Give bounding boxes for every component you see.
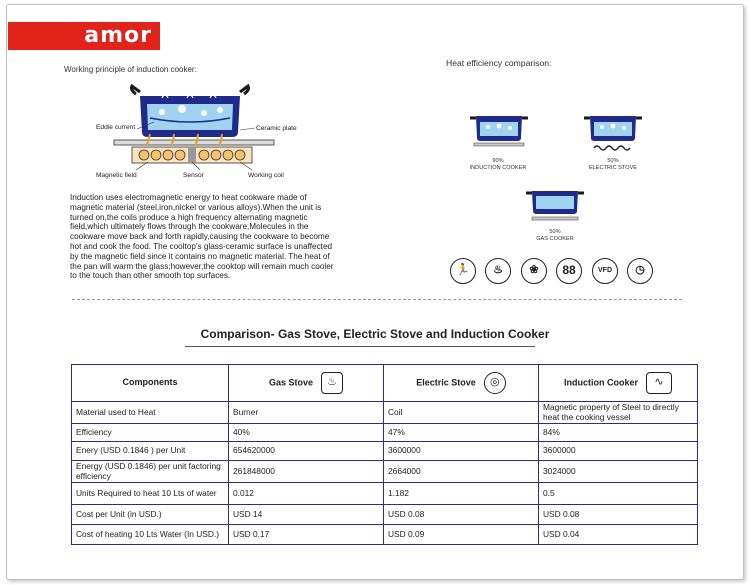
gas-cooker-pot-illustration (522, 185, 588, 231)
leaf-icon: ❀ (521, 258, 547, 284)
electric-efficiency-pct: 50% (607, 158, 619, 164)
component-cell: Units Required to heat 10 Lts of water (72, 483, 229, 505)
gas-stove-cell: Burner (229, 402, 384, 424)
table-row (72, 525, 698, 545)
sensor-label: Sensor (183, 172, 204, 179)
induction-cooker-cell: 84% (539, 424, 698, 442)
comparison-table-body (72, 402, 698, 545)
gas-stove-cell: 261848000 (229, 461, 384, 483)
electric-stove-cell: 47% (384, 424, 539, 442)
induction-diagram (92, 82, 322, 182)
table-row (72, 483, 698, 505)
gas-stove-cell: USD 14 (229, 505, 384, 525)
table-row (72, 461, 698, 483)
induction-cooker-cell: 3600000 (539, 442, 698, 461)
table-row (72, 402, 698, 424)
induction-efficiency-pct: 90% (492, 158, 504, 164)
induction-efficiency-name: INDUCTION COOKER (469, 164, 527, 171)
induction-pot-illustration (466, 110, 532, 160)
gas-stove-cell: USD 0.17 (229, 525, 384, 545)
brand-banner (8, 22, 160, 50)
induction-cooker-cell: 3024000 (539, 461, 698, 483)
gas-stove-cell: 40% (229, 424, 384, 442)
working-principle-title: Working principle of induction cooker: (64, 65, 197, 74)
component-cell: Cost per Unit (in USD.) (72, 505, 229, 525)
working-coil-label: Working coil (248, 172, 284, 179)
induction-cooker-cell: 0.5 (539, 483, 698, 505)
run-icon: 🏃 (450, 258, 476, 284)
induction-cooker-cell: USD 0.08 (539, 505, 698, 525)
induction-efficiency-label (458, 158, 538, 171)
magnetic-field-label: Magnetic field (96, 172, 137, 179)
comparison-title-underline (185, 346, 535, 347)
electric-stove-cell: 3600000 (384, 442, 539, 461)
component-cell: Enery (USD 0.1846 ) per Unit (72, 442, 229, 461)
component-cell: Cost of heating 10 Lts Water (In USD.) (72, 525, 229, 545)
table-row (72, 424, 698, 442)
electric-stove-cell: 1.182 (384, 483, 539, 505)
electric-stove-pot-illustration (580, 110, 646, 160)
gas-efficiency-pct: 50% (549, 229, 561, 235)
header-induction-cooker-label: Induction Cooker (564, 377, 638, 388)
electric-efficiency-name: ELECTRIC STOVE (588, 164, 638, 171)
gas-flame-icon: ♨ (321, 372, 343, 394)
gas-efficiency-label (515, 229, 595, 242)
header-components: Components (72, 365, 229, 402)
header-gas-stove (229, 365, 384, 402)
electric-stove-cell: USD 0.09 (384, 525, 539, 545)
induction-cooker-cell: USD 0.04 (539, 525, 698, 545)
vfd-icon: VFD (592, 258, 618, 284)
electric-coil-icon: ◎ (484, 372, 506, 394)
component-cell: Material used to Heat (72, 402, 229, 424)
heat-efficiency-title: Heat efficiency comparison: (446, 58, 552, 68)
header-electric-stove-label: Electric Stove (416, 377, 476, 388)
comparison-table (71, 364, 698, 545)
induction-cooker-cell: Magnetic property of Steel to directly heat the cooking vessel (539, 402, 698, 424)
header-gas-stove-label: Gas Stove (268, 377, 314, 388)
table-header-row (72, 365, 698, 402)
digital-88-icon: 88 (556, 258, 582, 284)
comparison-title: Comparison- Gas Stove, Electric Stove and Induction Cooker (200, 327, 550, 341)
header-electric-stove (384, 365, 539, 402)
electric-stove-cell: 2664000 (384, 461, 539, 483)
component-cell: Efficiency (72, 424, 229, 442)
electric-stove-cell: Coil (384, 402, 539, 424)
electric-efficiency-label (573, 158, 653, 171)
gas-stove-cell: 0.012 (229, 483, 384, 505)
induction-wave-icon: ∿ (646, 372, 672, 394)
brand-logo: amor (84, 23, 152, 48)
clock-icon: ◷ (627, 258, 653, 284)
component-cell: Energy (USD 0.1846) per unit factoring efficiency (72, 461, 229, 483)
gas-efficiency-name: GAS COOKER (536, 235, 574, 242)
eddie-current-label: Eddie current (96, 124, 136, 131)
flame-icon: ♨ (485, 258, 511, 284)
table-row (72, 505, 698, 525)
section-divider (72, 299, 682, 300)
induction-description: Induction uses electromagnetic energy to heat cookware made of magnetic material (steel,iron,nickel or various alloys).When the unit is turned on,the coils produce a high frequency alternating magnetic field,which ultimately flows through the cookware,Molecules in the cookware move back and forth rapidly,causing the cookware to become hot and cook the food. The cooltop's glass-ceramic surface is unaffected by the magnetic field since it contains no magnetic material. The heat of the pan will warm the glass;however,the cooktop will remain much cooler to the touch than other smooth top surfaces. (70, 193, 334, 281)
gas-stove-cell: 654620000 (229, 442, 384, 461)
ceramic-plate-label: Ceramic plate (256, 125, 297, 132)
table-row (72, 442, 698, 461)
header-induction-cooker (539, 365, 698, 402)
electric-stove-cell: USD 0.08 (384, 505, 539, 525)
